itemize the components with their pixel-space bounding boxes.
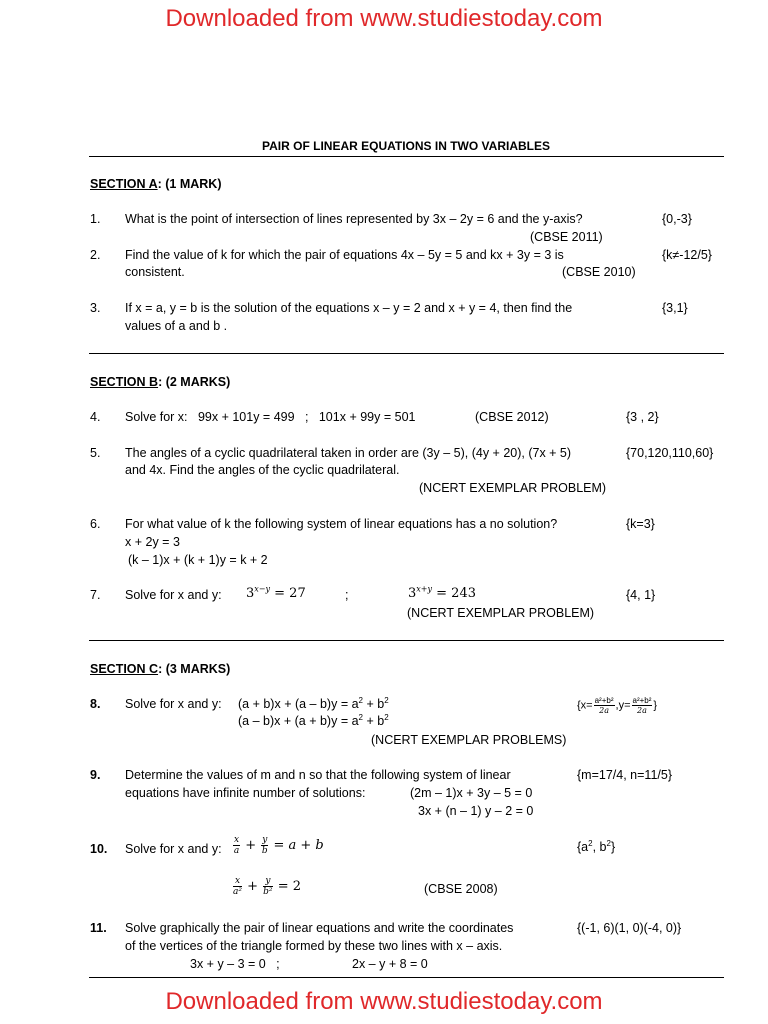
question-text: What is the point of intersection of lines represented by 3x – 2y = 6 and the y-axis?: [125, 212, 583, 226]
question-text: Solve for x and y:: [125, 842, 222, 856]
question-text: Solve for x and y:: [125, 588, 222, 602]
question-number: 6.: [90, 517, 101, 531]
equation: $(a - b)x + (a + b)y = a^2 + b^2$: [238, 712, 389, 728]
section-a-heading: SECTION A: (1 MARK): [90, 177, 222, 191]
answer: {70,120,110,60}: [626, 446, 714, 460]
question-text: and 4x. Find the angles of the cyclic quadrilateral.: [125, 463, 400, 477]
question-text: Determine the values of m and n so that the following system of linear: [125, 768, 511, 782]
answer: {3 , 2}: [626, 410, 659, 424]
section-b-heading: SECTION B: (2 MARKS): [90, 375, 231, 389]
equation: $3^{x-y} = 27$: [246, 584, 306, 601]
reference: (NCERT EXEMPLAR PROBLEM): [407, 606, 595, 620]
equation: (k – 1)x + (k + 1)y = k + 2: [128, 553, 268, 567]
question-text: Find the value of k for which the pair of equations 4x – 5y = 5 and kx + 3y = 3 is: [125, 248, 564, 262]
question-text: Solve graphically the pair of linear equations and write the coordinates: [125, 921, 514, 935]
reference: (CBSE 2011): [530, 230, 603, 244]
question-number: 9.: [90, 768, 101, 782]
answer: {(-1, 6)(1, 0)(-4, 0)}: [577, 921, 682, 935]
question-text: of the vertices of the triangle formed by these two lines with x – axis.: [125, 939, 503, 953]
question-text: If x = a, y = b is the solution of the equations x – y = 2 and x + y = 4, then find the: [125, 301, 573, 315]
question-text: For what value of k the following system of linear equations has a no solution?: [125, 517, 558, 531]
answer: {k≠-12/5}: [662, 248, 712, 262]
answer: {k=3}: [626, 517, 655, 531]
equation: x + 2y = 3: [125, 535, 180, 549]
question-number: 8.: [90, 697, 101, 711]
question-text: The angles of a cyclic quadrilateral taken in order are (3y – 5), (4y + 20), (7x + 5): [125, 446, 572, 460]
answer: {3,1}: [662, 301, 688, 315]
question-number: 2.: [90, 248, 101, 262]
question-text: equations have infinite number of solutions:: [125, 786, 366, 800]
equation: $\frac{x}{a}$ + $\frac{y}{b}$ = a + b: [233, 835, 324, 856]
question-number: 1.: [90, 212, 101, 226]
answer: {x= $\frac{\text{a²+b²}}{2a}$ ,y= $\frac{\text{a²+b²}}{2a}$ }: [577, 696, 658, 715]
reference: (CBSE 2010): [562, 265, 636, 279]
divider: [89, 353, 724, 354]
page-title: PAIR OF LINEAR EQUATIONS IN TWO VARIABLES: [262, 139, 550, 153]
footer-banner: Downloaded from www.studiestoday.com: [165, 988, 603, 1015]
question-number: 7.: [90, 588, 101, 602]
answer: {$a^2$, $b^2$}: [577, 838, 616, 854]
divider: [89, 640, 724, 641]
question-number: 4.: [90, 410, 101, 424]
equation: (2m – 1)x + 3y – 5 = 0: [410, 786, 533, 800]
reference: (NCERT EXEMPLAR PROBLEMS): [371, 733, 567, 747]
question-text: Solve for x: 99x + 101y = 499 ; 101x + 99y = 501: [125, 410, 416, 424]
equation: $3^{x+y} = 243$: [408, 584, 476, 601]
divider: [89, 156, 724, 157]
question-text: Solve for x and y:: [125, 697, 222, 711]
question-text: consistent.: [125, 265, 185, 279]
equation: $\frac{x}{\text{a²}}$ + $\frac{y}{\text{b²}}$ = 2: [233, 876, 301, 897]
reference: (CBSE 2012): [475, 410, 549, 424]
question-number: 3.: [90, 301, 101, 315]
equation: 3x + y – 3 = 0 ;: [190, 957, 280, 971]
equation: 2x – y + 8 = 0: [352, 957, 428, 971]
question-text: values of a and b .: [125, 319, 228, 333]
answer: {0,-3}: [662, 212, 692, 226]
question-number: 11.: [90, 921, 107, 935]
question-number: 10.: [90, 842, 108, 856]
reference: (CBSE 2008): [424, 882, 498, 896]
equation: $(a + b)x + (a - b)y = a^2 + b^2$: [238, 695, 389, 711]
answer: {m=17/4, n=11/5}: [577, 768, 672, 782]
answer: {4, 1}: [626, 588, 656, 602]
header-banner: Downloaded from www.studiestoday.com: [165, 5, 603, 32]
equation: 3x + (n – 1) y – 2 = 0: [418, 804, 534, 818]
divider: [89, 977, 724, 978]
separator: ;: [345, 588, 349, 602]
reference: (NCERT EXEMPLAR PROBLEM): [419, 481, 607, 495]
section-c-heading: SECTION C: (3 MARKS): [90, 662, 231, 676]
question-number: 5.: [90, 446, 101, 460]
